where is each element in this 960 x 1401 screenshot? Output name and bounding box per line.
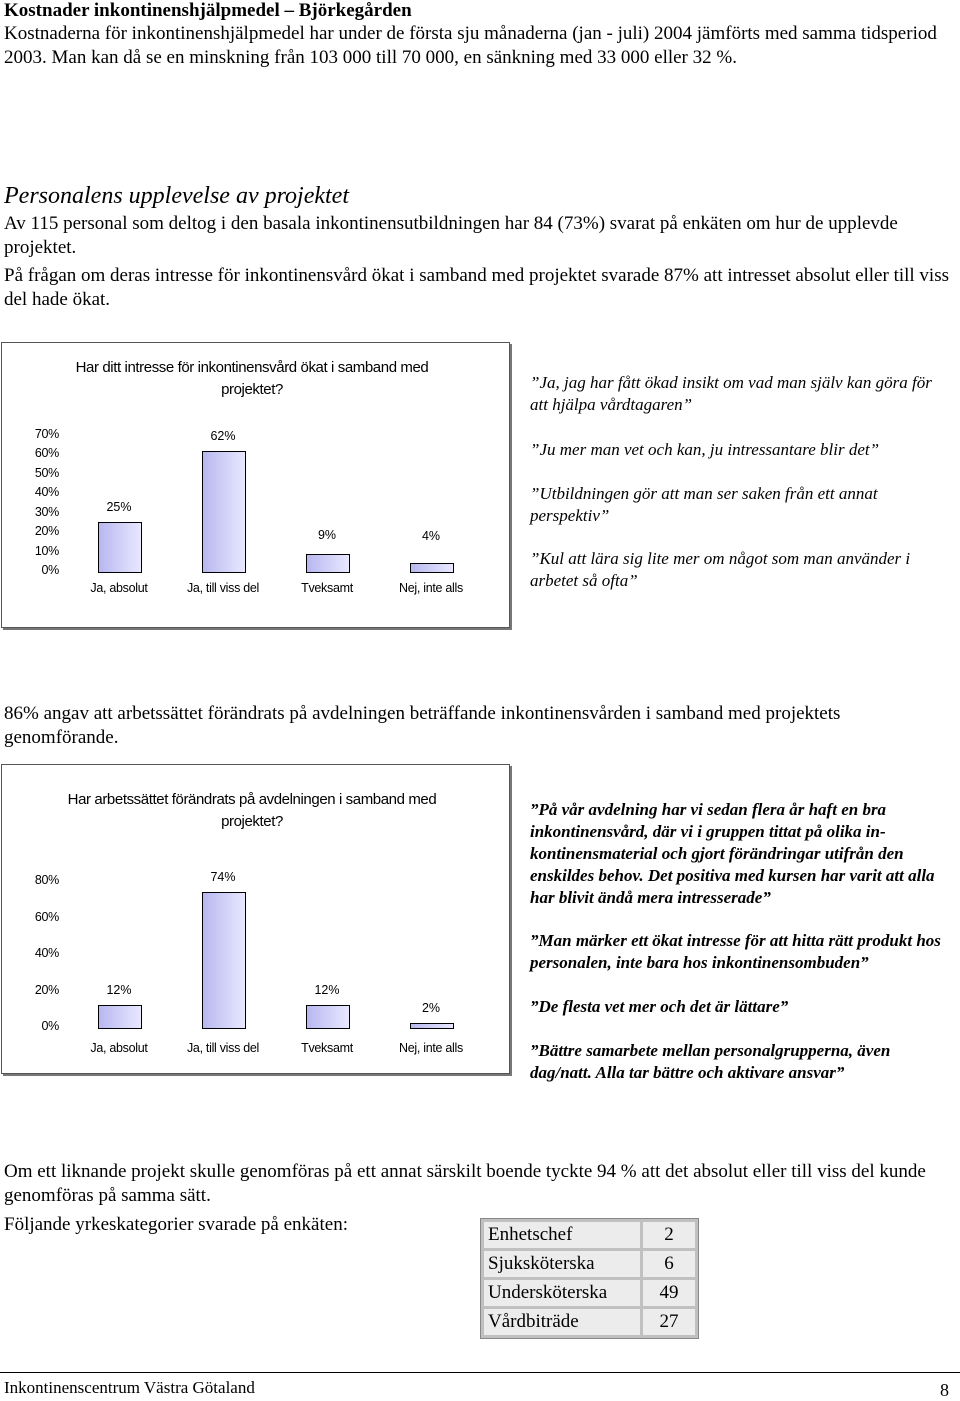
- quote: ”Ja, jag har fått ökad insikt om vad man själv kan göra för att hjälpa vårdtagaren”: [530, 373, 932, 414]
- category-label: Tveksamt: [301, 1041, 353, 1055]
- bar: [202, 451, 246, 573]
- category-name: Undersköterska: [484, 1280, 640, 1306]
- category-label: Ja, till viss del: [186, 581, 259, 595]
- data-label: 62%: [210, 428, 236, 443]
- categories-table: [480, 1218, 699, 1339]
- method-paragraph: 86% angav att arbetssättet förändrats på avdelningen beträffande inkontinensvården i samband med projektets genomförande.: [4, 703, 841, 748]
- quote: ”Bättre samarbete mellan personalgrupperna, även dag/natt. Alla tar bättre och aktivare ansvar”: [530, 1041, 891, 1082]
- category-name: Enhetschef: [484, 1222, 640, 1248]
- chart-method: [1, 764, 510, 1074]
- y-tick-label: 0%: [41, 1019, 59, 1033]
- costs-paragraph: Kostnaderna för inkontinenshjälpmedel har under de första sju månaderna (jan - juli) 2004 jämförts med samma tidsperiod 2003. Man kan då se en minskning från 103 000 till 70 000, en sänkning med 33 000 eller 32 %.: [4, 23, 937, 68]
- y-tick-label: 0%: [41, 563, 59, 577]
- category-label: Ja, absolut: [90, 581, 148, 595]
- y-tick-label: 10%: [34, 543, 59, 558]
- data-label: 12%: [314, 983, 340, 998]
- data-label: 9%: [317, 527, 337, 542]
- experience-paragraph-2: På frågan om deras intresse för inkontinensvård ökat i samband med projektet svarade 87% att intresset absolut eller till viss del hade ökat.: [4, 265, 949, 310]
- categories-intro: Följande yrkeskategorier svarade på enkäten:: [4, 1214, 348, 1235]
- data-label: 12%: [106, 983, 132, 998]
- y-tick-label: 40%: [34, 485, 59, 500]
- category-label: Tveksamt: [301, 581, 353, 595]
- category-label: Ja, till viss del: [186, 1041, 259, 1055]
- y-tick-label: 40%: [34, 946, 59, 960]
- chart-interest: [1, 342, 510, 628]
- section-heading-experience: Personalens upplevelse av projektet: [4, 183, 349, 209]
- data-label: 25%: [106, 500, 132, 515]
- table-row: [484, 1309, 695, 1335]
- footer-org: Inkontinenscentrum Västra Götaland: [4, 1378, 255, 1397]
- quote: ”Man märker ett ökat intresse för att hitta rätt produkt hos personalen, inte bara hos inkontinensombuden”: [530, 931, 941, 972]
- y-tick-label: 50%: [34, 465, 59, 480]
- category-count: 6: [643, 1251, 695, 1277]
- y-tick-label: 30%: [34, 504, 59, 519]
- quote: ”På vår avdelning har vi sedan flera år haft en bra inkontinensvård, där vi i gruppen tittat på olika in-kontinensmaterial och gjort förändringar utifrån den enskildes behov. Det positiva med kursen har varit att alla har blivit ändå mera intresserade”: [530, 800, 935, 907]
- future-paragraph: Om ett liknande projekt skulle genomföras på ett annat särskilt boende tyckte 94 % att det absolut eller till viss del kunde genomföras på samma sätt.: [4, 1161, 926, 1206]
- chart-title: Har ditt intresse för inkontinensvård ökat i samband med projektet?: [75, 359, 429, 398]
- bar: [98, 1005, 142, 1029]
- quote: ”Utbildningen gör att man ser saken från ett annat perspektiv”: [530, 484, 878, 525]
- y-tick-label: 70%: [34, 427, 59, 441]
- bar: [306, 1005, 350, 1029]
- table-row: [484, 1280, 695, 1306]
- bar: [202, 892, 246, 1029]
- y-tick-label: 60%: [34, 909, 59, 924]
- quote: ”Ju mer man vet och kan, ju intressantare blir det”: [530, 440, 880, 459]
- data-label: 2%: [421, 1001, 441, 1016]
- bar: [98, 522, 142, 573]
- category-label: Ja, absolut: [90, 1041, 148, 1055]
- category-name: Vårdbiträde: [484, 1309, 640, 1335]
- y-tick-label: 80%: [34, 873, 59, 887]
- category-name: Sjuksköterska: [484, 1251, 640, 1277]
- table-row: [484, 1222, 695, 1248]
- table-row: [484, 1251, 695, 1277]
- y-tick-label: 20%: [34, 982, 59, 997]
- bar: [306, 554, 350, 573]
- chart-title: Har arbetssättet förändrats på avdelningen i samband med projektet?: [67, 791, 437, 830]
- data-label: 74%: [210, 869, 236, 884]
- categories-table-wrap: [480, 1218, 699, 1339]
- bar: [410, 1023, 454, 1029]
- page-number: 8: [940, 1380, 949, 1400]
- footer-rule: [0, 1372, 960, 1373]
- data-label: 4%: [421, 529, 441, 544]
- category-count: 2: [643, 1222, 695, 1248]
- y-tick-label: 20%: [34, 524, 59, 539]
- experience-paragraph-1: Av 115 personal som deltog i den basala inkontinensutbildningen har 84 (73%) svarat på enkäten om hur de upplevde projektet.: [4, 213, 898, 258]
- category-count: 27: [643, 1309, 695, 1335]
- category-label: Nej, inte alls: [399, 581, 463, 595]
- quote: ”Kul att lära sig lite mer om något som man använder i arbetet så ofta”: [530, 549, 911, 590]
- section-title-costs: Kostnader inkontinenshjälpmedel – Björkegården: [4, 0, 412, 21]
- y-tick-label: 60%: [34, 446, 59, 461]
- category-count: 49: [643, 1280, 695, 1306]
- category-label: Nej, inte alls: [399, 1041, 463, 1055]
- bar: [410, 563, 454, 573]
- quote: ”De flesta vet mer och det är lättare”: [530, 997, 789, 1016]
